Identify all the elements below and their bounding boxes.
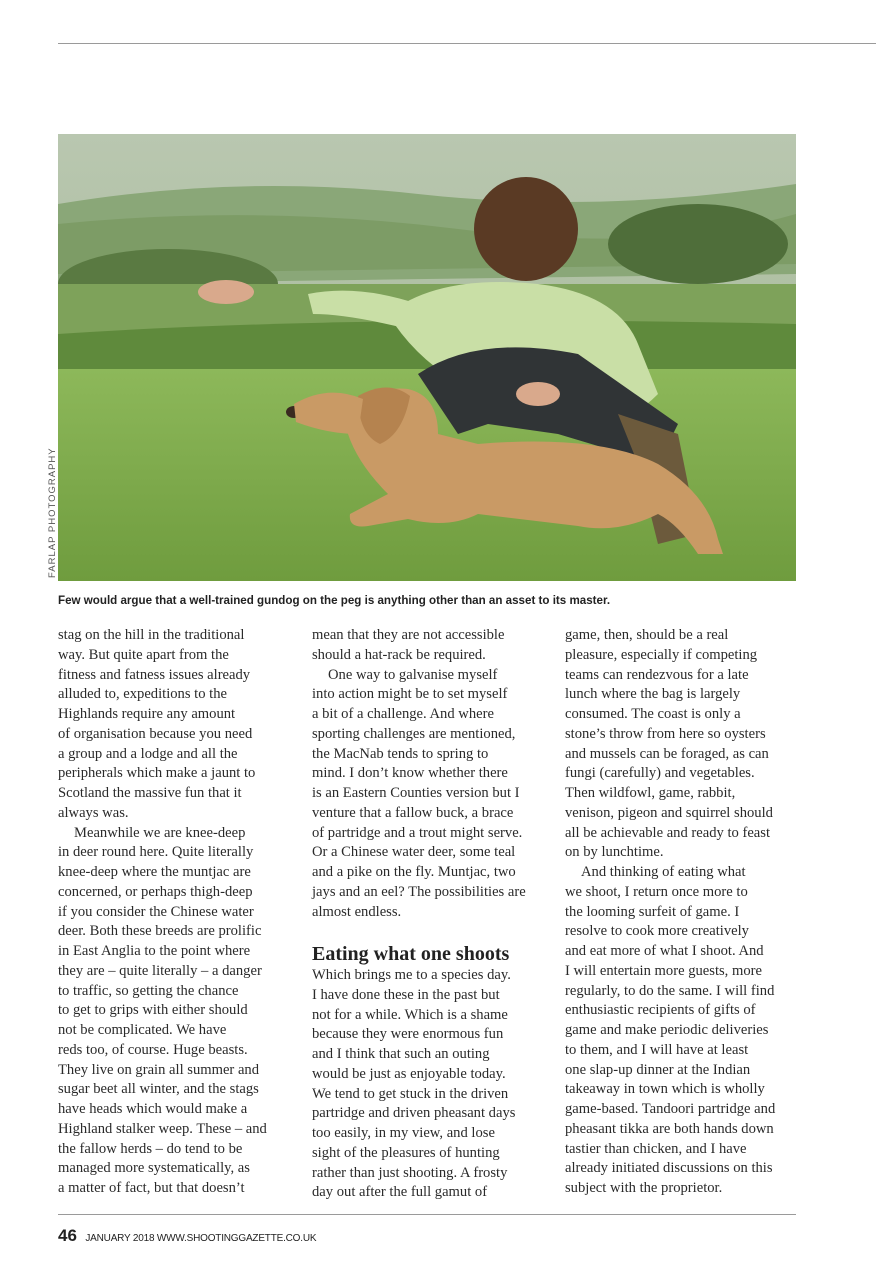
body-line: and mussels can be foraged, as can [565,745,769,762]
body-line: lunch where the bag is largely [565,686,741,703]
body-line: would be just as enjoyable today. [312,1065,506,1082]
body-line: mind. I don’t know whether there [312,765,508,782]
body-line: a bit of a challenge. And where [312,706,494,722]
body-line: jays and an eel? The possibilities are [312,883,526,900]
body-line: we shoot, I return once more to [565,883,748,900]
body-line: subject with the proprietor. [565,1180,723,1196]
photo-caption: Few would argue that a well-trained gundog on the peg is anything other than an asset to its master. [58,594,611,607]
body-line: Scotland the massive fun that it [58,785,242,801]
body-line: way. But quite apart from the [58,646,229,663]
section-heading: Eating what one shoots [312,943,510,965]
body-line: and I think that such an outing [312,1046,490,1062]
body-line: game and make periodic deliveries [565,1022,769,1038]
body-line: One way to galvanise myself [328,666,498,683]
body-line: in East Anglia to the point where [58,943,251,959]
body-line: should a hat-rack be required. [312,646,486,663]
body-line: consumed. The coast is only a [565,706,741,722]
body-line: almost endless. [312,903,402,920]
body-line: peripherals which make a jaunt to [58,765,256,782]
body-line: is an Eastern Counties version but I [312,785,520,801]
body-line: the fallow herds – do tend to be [58,1140,243,1157]
body-line: enthusiastic recipients of gifts of [565,1002,756,1019]
body-line: all be achievable and ready to feast [565,824,771,841]
body-line: reds too, of course. Huge beasts. [58,1041,248,1058]
bottom-rule [58,1214,796,1215]
body-line: to get to grips with either should [58,1002,248,1019]
text-column-2 [312,626,548,1203]
body-line: always was. [58,804,129,821]
body-line: And thinking of eating what [581,864,746,880]
body-line: too easily, in my view, and lose [312,1125,495,1141]
body-line: of partridge and a trout might serve. [312,824,523,841]
body-line: Then wildfowl, game, rabbit, [565,785,736,801]
text-column-3 [565,626,801,1199]
body-line: Meanwhile we are knee-deep [74,824,246,841]
body-line: alluded to, expeditions to the [58,686,228,703]
body-line: deer. Both these breeds are prolific [58,923,262,940]
body-line: sight of the pleasures of hunting [312,1144,500,1161]
body-line: Or a Chinese water deer, some teal [312,844,516,861]
body-line: teams can rendezvous for a late [565,666,749,683]
body-line: venison, pigeon and squirrel should [565,804,773,821]
body-line: resolve to cook more creatively [565,923,749,940]
body-line: pleasure, especially if competing [565,646,758,663]
body-line: because they were enormous fun [312,1026,504,1043]
body-line: knee-deep where the muntjac are [58,864,251,880]
body-line: not be complicated. We have [58,1022,227,1038]
body-line: already initiated discussions on this [565,1160,773,1177]
body-line: if you consider the Chinese water [58,903,254,920]
body-line: I will entertain more guests, more [565,962,762,979]
body-line: I have done these in the past but [312,986,500,1003]
body-line: on by lunchtime. [565,844,664,861]
body-line: concerned, or perhaps thigh-deep [58,883,253,900]
page-number: 46 [58,1226,77,1245]
body-line: stone’s throw from here so oysters [565,725,766,742]
body-line: mean that they are not accessible [312,627,505,643]
body-line: into action might be to set myself [312,686,508,703]
body-line: a matter of fact, but that doesn’t [58,1180,245,1196]
body-line: stag on the hill in the traditional [58,627,245,643]
body-line: rather than just shooting. A frosty [312,1164,508,1181]
body-line: of organisation because you need [58,725,253,742]
body-line: pheasant tikka are both hands down [565,1120,774,1137]
body-line: and eat more of what I shoot. And [565,943,764,959]
body-line: sporting challenges are mentioned, [312,725,516,742]
body-line: managed more systematically, as [58,1160,250,1177]
body-line: We tend to get stuck in the driven [312,1085,509,1102]
body-line: regularly, to do the same. I will find [565,982,775,999]
article-photo [58,134,796,581]
body-line: Which brings me to a species day. [312,967,511,983]
body-line: Highland stalker weep. These – and [58,1120,267,1137]
gundog-photo-illustration [58,134,796,581]
page-footer [58,1226,316,1246]
body-line: in deer round here. Quite literally [58,844,254,861]
top-rule [58,43,876,44]
issue-and-website: JANUARY 2018 WWW.SHOOTINGGAZETTE.CO.UK [85,1233,317,1244]
paragraph-gap [312,922,548,942]
body-line: the MacNab tends to spring to [312,745,489,762]
body-line: game, then, should be a real [565,627,729,643]
body-line: Highlands require any amount [58,706,236,722]
body-line: fitness and fatness issues already [58,666,251,683]
body-line: sugar beet all winter, and the stags [58,1081,259,1098]
body-line: a group and a lodge and all the [58,745,238,762]
body-line: they are – quite literally – a danger [58,962,262,979]
text-column-1 [58,626,294,1199]
body-line: not for a while. Which is a shame [312,1006,508,1023]
photo-credit: FARLAP PHOTOGRAPHY [47,447,58,578]
body-line: partridge and driven pheasant days [312,1105,516,1122]
body-line: tastier than chicken, and I have [565,1140,747,1157]
body-line: venture that a fallow buck, a brace [312,804,514,821]
body-line: fungi (carefully) and vegetables. [565,765,755,782]
body-line: to them, and I will have at least [565,1041,749,1058]
body-line: and a pike on the fly. Muntjac, two [312,864,516,880]
body-line: takeaway in town which is wholly [565,1081,765,1098]
body-line: They live on grain all summer and [58,1061,260,1078]
body-line: day out after the full gamut of [312,1184,488,1201]
body-line: the looming surfeit of game. I [565,903,740,920]
body-line: game-based. Tandoori partridge and [565,1101,776,1117]
body-line: have heads which would make a [58,1101,248,1117]
body-line: to traffic, so getting the chance [58,982,239,999]
body-line: one slap-up dinner at the Indian [565,1061,751,1078]
